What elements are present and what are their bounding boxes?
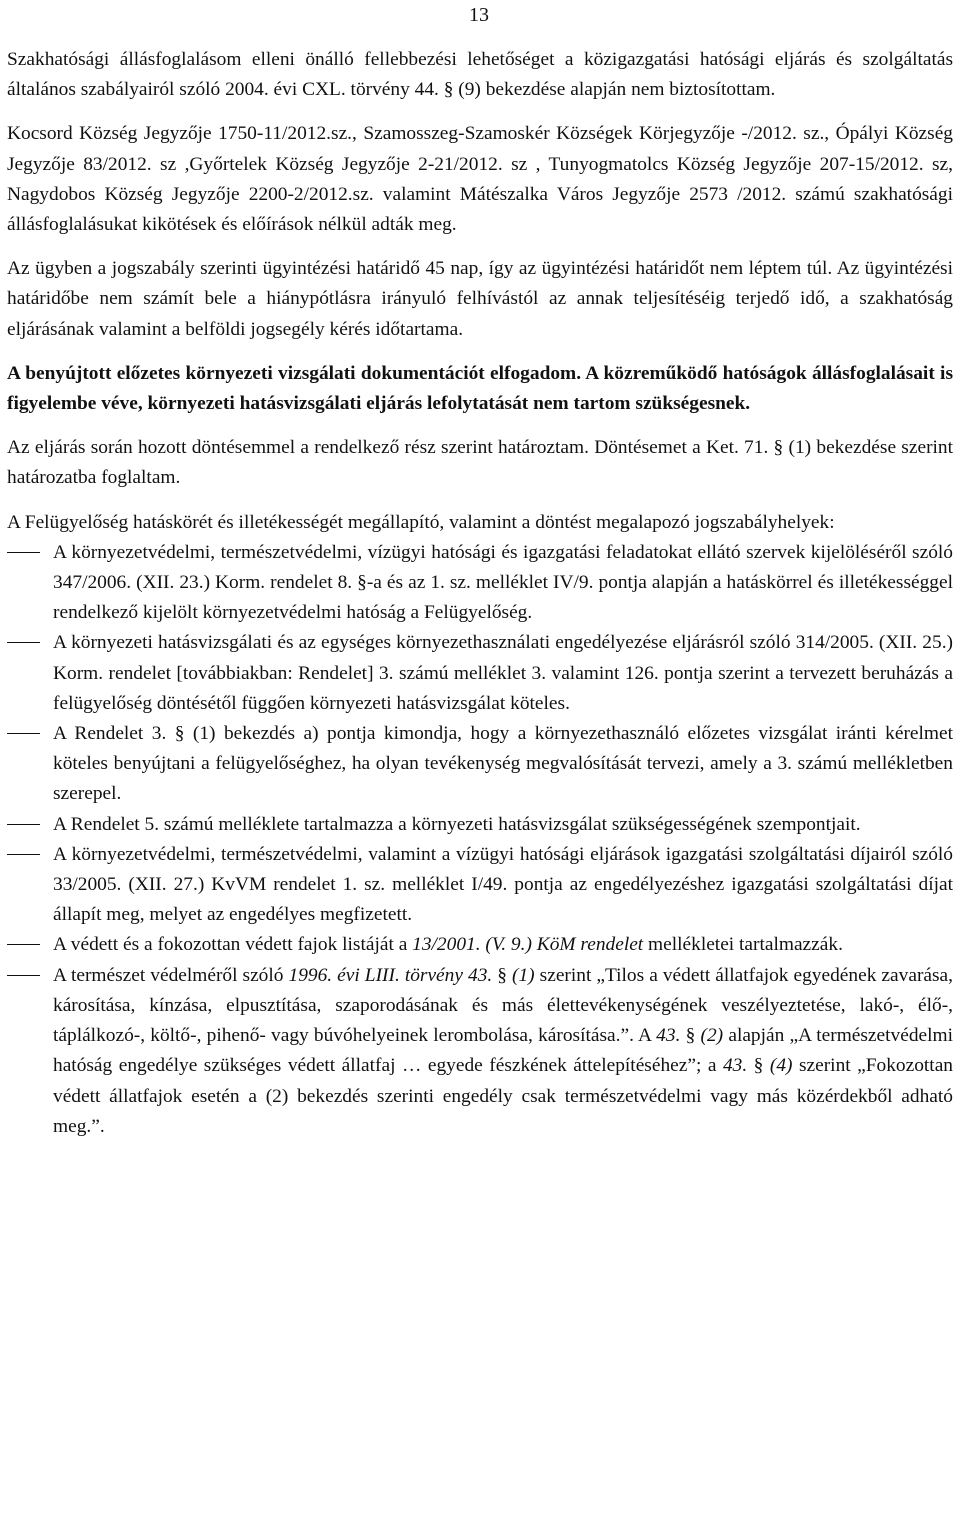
paragraph-resolution: Az eljárás során hozott döntésemmel a rendelkező rész szerint határoztam. Döntésemet a Ket. 71. § (1) bekezdése szerint határozatba foglaltam. [7, 437, 953, 489]
document-body [7, 45, 953, 1142]
list-item: A Rendelet 3. § (1) bekezdés a) pontja kimondja, hogy a környezethasználó előzetes vizsgálat iránti kérelmet köteles benyújtani a felügyelőséghez, ha olyan tevékenység megvalósítását tervezi, amely a 3. számú mellékletben szerepel. [7, 719, 953, 810]
paragraph-decision: A benyújtott előzetes környezeti vizsgálati dokumentációt elfogadom. A közreműködő hatóságok állásfoglalásait is figyelembe véve, környezeti hatásvizsgálati eljárás lefolytatását nem tartom szükségesnek. [7, 362, 953, 415]
dash-bullet-icon [7, 824, 40, 825]
paragraph-appeal: Szakhatósági állásfoglalásom elleni önálló fellebbezési lehetőséget a közigazgatási hatósági eljárás és szolgáltatás általános szabályairól szóló 2004. évi CXL. törvény 44. § (9) bekezdése alapján nem biztosítottam. [7, 49, 953, 101]
dash-bullet-icon [7, 854, 40, 855]
dash-bullet-icon [7, 733, 40, 734]
dash-bullet-icon [7, 552, 40, 553]
list-item: A természet védelméről szóló 1996. évi LIII. törvény 43. § (1) szerint „Tilos a védett állatfajok egyedének zavarása, károsítása, kínzása, elpusztítása, szaporodásának és más élettevékenységének veszélyeztetése, lakó-, élő-, táplálkozó-, költő-, pihenő- vagy búvóhelyeinek lerombolása, károsítása.”. A 43. § (2) alapján „A természetvédelmi hatóság engedélye szükséges védett állatfaj … egyede fészkének áttelepítéséhez”; a 43. § (4) szerint „Fokozottan védett állatfajok esetén a (2) bekezdés szerinti engedély csak természetvédelmi vagy más közérdekből adható meg.”. [7, 961, 953, 1142]
dash-bullet-icon [7, 944, 40, 945]
list-item: A környezetvédelmi, természetvédelmi, valamint a vízügyi hatósági eljárások igazgatási szolgáltatási díjairól szóló 33/2005. (XII. 27.) KvVM rendelet 1. sz. melléklet I/49. pontja az engedélyezéshez igazgatási szolgáltatási díjat állapít meg, melyet az engedélyes megfizetett. [7, 840, 953, 931]
list-item: A védett és a fokozottan védett fajok listáját a 13/2001. (V. 9.) KöM rendelet mellékletei tartalmazzák. [7, 930, 953, 960]
dash-bullet-icon [7, 642, 40, 643]
dash-bullet-icon [7, 975, 40, 976]
list-item: A Rendelet 5. számú melléklete tartalmazza a környezeti hatásvizsgálat szükségességének szempontjait. [7, 810, 953, 840]
paragraph-legal-basis: A Felügyelőség hatáskörét és illetékességét megállapító, valamint a döntést megalapozó jogszabályhelyek: [7, 511, 835, 533]
paragraph-authorities: Kocsord Község Jegyzője 1750-11/2012.sz., Szamosszeg-Szamoskér Községek Körjegyzője -/2012. sz., Ópályi Község Jegyzője 83/2012. sz ,Győrtelek Község Jegyzője 2-21/2012. sz , Tunyogmatolcs Község Jegyzője 207-15/2012. sz, Nagydobos Község Jegyzője 2200-2/2012.sz. valamint Mátészalka Város Jegyzője 2573 /2012. számú szakhatósági állásfoglalásukat kikötések és előírások nélkül adták meg. [7, 123, 953, 236]
paragraph-deadline: Az ügyben a jogszabály szerinti ügyintézési határidő 45 nap, így az ügyintézési határidőt nem léptem túl. Az ügyintézési határidőbe nem számít bele a hiánypótlásra irányuló felhívástól az annak teljesítéséig terjedő idő, a szakhatóság eljárásának valamint a belföldi jogsegély kérés időtartama. [7, 258, 953, 340]
list-item: A környezetvédelmi, természetvédelmi, vízügyi hatósági és igazgatási feladatokat ellátó szervek kijelöléséről szóló 347/2006. (XII. 23.) Korm. rendelet 8. §-a és az 1. sz. melléklet IV/9. pontja alapján a hatáskörrel és illetékességgel rendelkező kijelölt környezetvédelmi hatóság a Felügyelőség. [7, 538, 953, 629]
legal-basis-list [7, 538, 953, 1142]
page-number: 13 [469, 4, 489, 26]
list-item: A környezeti hatásvizsgálati és az egységes környezethasználati engedélyezése eljárásról szóló 314/2005. (XII. 25.) Korm. rendelet [továbbiakban: Rendelet] 3. számú melléklet 3. valamint 126. pontja szerint a tervezett beruházás a felügyelőség döntésétől függően környezeti hatásvizsgálat köteles. [7, 628, 953, 719]
